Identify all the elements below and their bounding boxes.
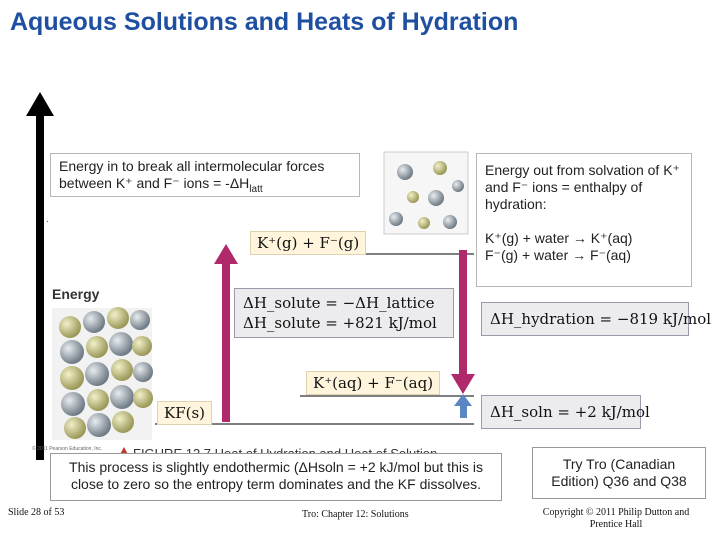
solute-equation-1: ΔH_solute = −ΔH_lattice [243, 294, 435, 312]
hydration-down-arrow-shaft [459, 250, 467, 378]
energy-out-callout [476, 153, 692, 287]
hydration-equation-box: ΔH_hydration = −819 kJ/mol [481, 302, 689, 336]
hydration-down-arrow-head [451, 374, 475, 394]
copyright-footer: Copyright © 2011 Philip Dutton and Prentice Hall [542, 507, 690, 530]
chapter-footer: Tro: Chapter 12: Solutions [302, 509, 409, 520]
energy-in-callout [50, 153, 360, 197]
soln-equation-box: ΔH_soln = +2 kJ/mol [481, 395, 641, 429]
solute-up-arrow-shaft [222, 262, 230, 422]
slide-number: Slide 28 of 53 [8, 507, 65, 518]
energy-in-subscript: latt [249, 183, 263, 195]
svg-text:.: . [46, 214, 49, 225]
conclusion-callout: This process is slightly endothermic (ΔHsoln = +2 kJ/mol but this is close to zero so the entropy term dominates and the KF dissolves. [50, 453, 502, 501]
lower-level-label: KF(s) [157, 401, 212, 425]
figure-copyright: © 2011 Pearson Education, Inc. [32, 446, 103, 452]
solute-equation-2: ΔH_solute = +821 kJ/mol [243, 314, 437, 332]
upper-level-label: K⁺(g) + F⁻(g) [250, 231, 366, 255]
slide-title: Aqueous Solutions and Heats of Hydration [10, 8, 519, 36]
reaction-k: K⁺(g) + water → K⁺(aq) [485, 230, 633, 246]
try-tro-callout: Try Tro (Canadian Edition) Q36 and Q38 [532, 447, 706, 499]
energy-axis-label: Energy [52, 286, 100, 302]
reaction-f: F⁻(g) + water → F⁻(aq) [485, 247, 631, 263]
energy-in-text: Energy in to break all intermolecular forces between K⁺ and F⁻ ions = -ΔH [59, 158, 325, 191]
energy-axis-arrowhead [26, 92, 54, 116]
separated-ions-image [384, 152, 468, 234]
kf-crystal-lattice-image [52, 307, 153, 440]
solute-up-arrow-head [214, 244, 238, 264]
solute-equation-box [234, 288, 454, 338]
middle-level-label: K⁺(aq) + F⁻(aq) [306, 371, 440, 395]
energy-out-text: Energy out from solvation of K⁺ and F⁻ ions = enthalpy of hydration: [485, 162, 680, 212]
soln-arrow-shaft [460, 404, 467, 418]
